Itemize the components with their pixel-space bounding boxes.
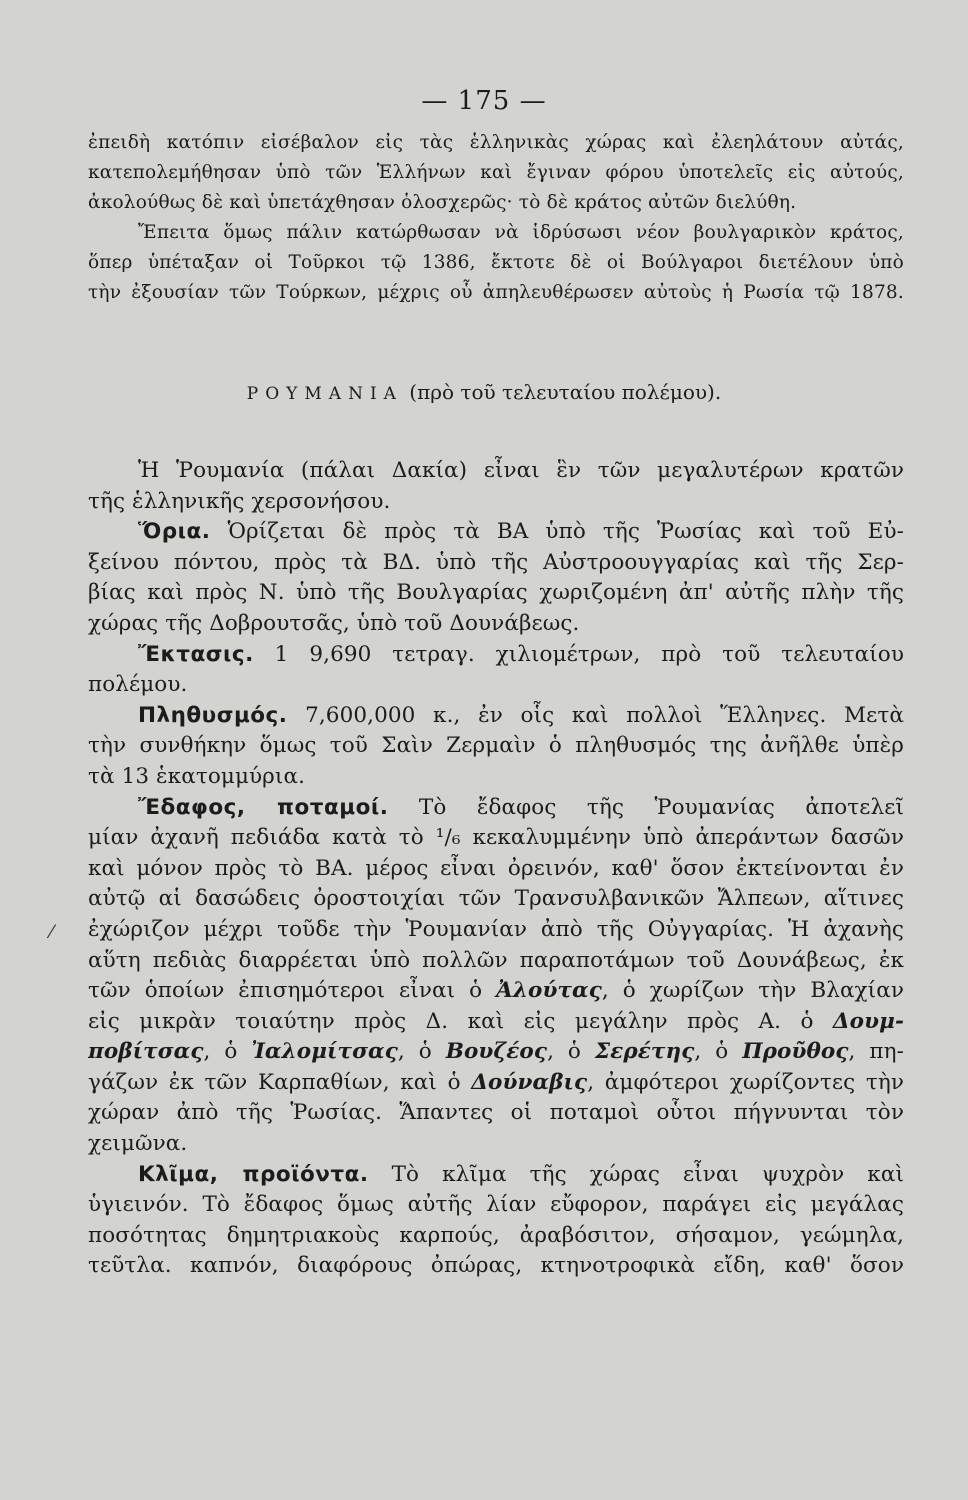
section-label-climate-products: Κλῖμα, προϊόντα. [138, 1161, 369, 1187]
river-bouzeos: Βουζέος [445, 1039, 548, 1065]
text-line: καὶ μόνον πρὸς τὸ ΒΑ. μέρος εἶναι ὀρεινόν, καθ' ὅσον ἐκτείνονται ἐν [88, 855, 904, 881]
text-line: χειμῶνα. [88, 1131, 188, 1157]
section-label-terrain-rivers: Ἔδαφος, ποταμοί. [138, 794, 389, 820]
text-line: ἐπειδὴ κατόπιν εἰσέβαλον εἰς τὰς ἑλληνικὰς χώρας καὶ ἐλεηλάτουν αὐτάς, [88, 132, 904, 153]
text-line: Πληθυσμός. 7,600,000 κ., ἐν οἷς καὶ πολλοὶ Ἕλληνες. Μετὰ [138, 702, 904, 728]
text-line: ποσότητας δημητριακοὺς καρπούς, ἀραβόσιτον, σήσαμον, γεώμηλα, [88, 1222, 904, 1248]
text-line: πολέμου. [88, 672, 188, 698]
heading-note: (πρὸ τοῦ τελευταίου πολέμου). [402, 380, 722, 404]
text-line: τὴν ἐξουσίαν τῶν Τούρκων, μέχρις οὗ ἀπηλευθέρωσεν αὐτοὺς ἡ Ρωσία τῷ 1878. [88, 282, 904, 303]
section-heading [0, 380, 968, 404]
intro-paragraph [88, 128, 904, 308]
river-aloutas: Ἀλούτας [496, 978, 602, 1004]
text-line: τὴν συνθήκην ὅμως τοῦ Σαὶν Ζερμαὶν ὁ πληθυσμός της ἀνῆλθε ὑπὲρ [88, 733, 904, 759]
text-line: ἀκολούθως δὲ καὶ ὑπετάχθησαν ὁλοσχερῶς· τὸ δὲ κράτος αὐτῶν διελύθη. [88, 192, 797, 213]
main-text [88, 456, 904, 1282]
text-line: χώρας τῆς Δοβρουτσᾶς, ὑπὸ τοῦ Δουνάβεως. [88, 610, 580, 636]
river-doumpovitsas-start: Δουμ- [832, 1008, 904, 1034]
river-ialomitsas: Ἰαλομίτσας [251, 1039, 398, 1065]
text-line: γάζων ἐκ τῶν Καρπαθίων, καὶ ὁ Δούναβις, ἀμφότεροι χωρίζοντες τὴν [88, 1069, 904, 1095]
text-line: μίαν ἀχανῆ πεδιάδα κατὰ τὸ ¹/₆ κεκαλυμμένην ὑπὸ ἀπεράντων δασῶν [88, 825, 904, 851]
text-line: ὅπερ ὑπέταξαν οἱ Τοῦρκοι τῷ 1386, ἔκτοτε δὲ οἱ Βούλγαροι διετέλουν ὑπὸ [88, 252, 904, 273]
text-line: ξείνου πόντου, πρὸς τὰ ΒΔ. ὑπὸ τῆς Αὐστροουγγαρίας καὶ τῆς Σερ- [88, 549, 904, 575]
text-line: Ἔδαφος, ποταμοί. Τὸ ἔδαφος τῆς Ῥουμανίας ἀποτελεῖ [138, 794, 904, 820]
river-doumpovitsas-end: ποβίτσας [88, 1039, 204, 1065]
river-dounavis: Δούναβις [471, 1069, 588, 1095]
page-number: — 175 — [421, 86, 547, 116]
text-line: ποβίτσας, ὁ Ἰαλομίτσας, ὁ Βουζέος, ὁ Σερέτης, ὁ Προῦθος, πη- [88, 1039, 904, 1065]
text-line: Κλῖμα, προϊόντα. Τὸ κλῖμα τῆς χώρας εἶναι ψυχρὸν καὶ [138, 1161, 904, 1187]
text-line: Ἔκτασις. 1 9,690 τετραγ. χιλιομέτρων, πρὸ τοῦ τελευταίου [138, 641, 904, 667]
text-line: τὰ 13 ἑκατομμύρια. [88, 763, 306, 789]
text-line: βίας καὶ πρὸς Ν. ὑπὸ τῆς Βουλγαρίας χωριζομένη ἀπ' αὐτῆς πλὴν τῆς [88, 580, 904, 606]
text-line: τῶν ὁποίων ἐπισημότεροι εἶναι ὁ Ἀλούτας, ὁ χωρίζων τὴν Βλαχίαν [88, 978, 904, 1004]
margin-mark: ⁄ [50, 922, 54, 943]
text-line: κατεπολεμήθησαν ὑπὸ τῶν Ἑλλήνων καὶ ἔγιναν φόρου ὑποτελεῖς εἰς αὐτούς, [88, 162, 904, 183]
river-prouthos: Προῦθος [742, 1039, 849, 1065]
text-line: ἐχώριζον μέχρι τοῦδε τὴν Ῥουμανίαν ἀπὸ τῆς Οὐγγαρίας. Ἡ ἀχανὴς [88, 916, 904, 942]
text-line: εἰς μικρὰν τοιαύτην πρὸς Δ. καὶ εἰς μεγάλην πρὸς Α. ὁ Δουμ- [88, 1008, 904, 1034]
text-line: τῆς ἑλληνικῆς χερσονήσου. [88, 488, 391, 514]
text-line: αὐτῷ αἱ δασώδεις ὀροστοιχίαι τῶν Τρανσυλβανικῶν Ἄλπεων, αἵτινες [88, 886, 904, 912]
text-line: τεῦτλα. καπνόν, διαφόρους ὀπώρας, κτηνοτροφικὰ εἴδη, καθ' ὅσον [88, 1253, 904, 1279]
heading-country: ΡΟΥΜΑΝΙΑ [246, 384, 403, 404]
river-seretis: Σερέτης [594, 1039, 695, 1065]
text-line: Ἔπειτα ὅμως πάλιν κατώρθωσαν νὰ ἱδρύσωσι νέον βουλγαρικὸν κράτος, [138, 222, 904, 243]
text-line: Ὅρια. Ὁρίζεται δὲ πρὸς τὰ ΒΑ ὑπὸ τῆς Ῥωσίας καὶ τοῦ Εὐ- [138, 519, 904, 545]
section-label-population: Πληθυσμός. [138, 702, 288, 728]
text-line: ὑγιεινόν. Τὸ ἔδαφος ὅμως αὐτῆς λίαν εὔφορον, παράγει εἰς μεγάλας [88, 1192, 904, 1218]
section-label-area: Ἔκτασις. [138, 641, 254, 667]
text-line: χώραν ἀπὸ τῆς Ῥωσίας. Ἅπαντες οἱ ποταμοὶ οὗτοι πήγνυνται τὸν [88, 1100, 904, 1126]
section-label-borders: Ὅρια. [138, 519, 211, 545]
text-line: αὕτη πεδιὰς διαρρέεται ὑπὸ πολλῶν παραποτάμων τοῦ Δουνάβεως, ἐκ [88, 947, 904, 973]
text-line: Ἡ Ῥουμανία (πάλαι Δακία) εἶναι ἓν τῶν μεγαλυτέρων κρατῶν [138, 458, 904, 483]
